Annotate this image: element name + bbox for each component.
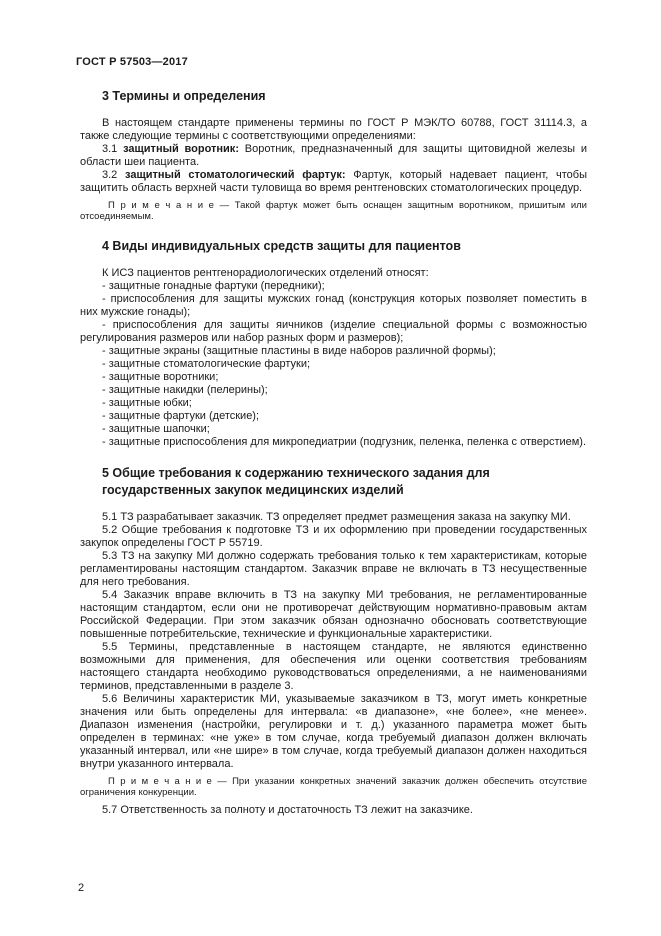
isz-intro: К ИСЗ пациентов рентгенорадиологических отделений относят:	[102, 267, 429, 279]
clause-5-7: 5.7 Ответственность за полноту и достаточность ТЗ лежит на заказчике.	[102, 804, 473, 816]
note-section-5: П р и м е ч а н и е — При указании конкретных значений заказчик должен обеспечить отсутствие ограничения конкуренции.	[80, 776, 587, 798]
clause-5-3: 5.3 ТЗ на закупку МИ должно содержать требования только к тем характеристикам, которые регламентированы настоящим стандартом. Заказчик вправе не включать в ТЗ несущественные для него требования.	[80, 550, 587, 588]
doc-number: ГОСТ Р 57503—2017	[76, 56, 188, 68]
terms-intro: В настоящем стандарте применены термины по ГОСТ Р МЭК/ТО 60788, ГОСТ 31114.3, а также следующие термины с соответствующими определениями:	[80, 117, 587, 142]
isz-item: - приспособления для защиты мужских гонад (конструкция которых позволяет поместить в них мужские гонады);	[80, 293, 587, 318]
isz-item: - защитные экраны (защитные пластины в виде наборов различной формы);	[102, 345, 496, 357]
isz-item: - защитные фартуки (детские);	[102, 410, 260, 422]
term-3-1	[80, 143, 587, 169]
isz-item: - защитные шапочки;	[102, 423, 210, 435]
clause-5-1: 5.1 ТЗ разрабатывает заказчик. ТЗ определяет предмет размещения заказа на закупку МИ.	[102, 511, 571, 523]
section-5-heading: 5 Общие требования к содержанию технического задания для государственных закупок медицинских изделий	[102, 466, 490, 497]
term-label: защитный стоматологический фартук:	[125, 169, 346, 181]
isz-item: - защитные приспособления для микропедиатрии (подгузник, пеленка, пеленка с отверстием).	[102, 436, 587, 448]
page-number: 2	[78, 882, 85, 894]
clause-5-2: 5.2 Общие требования к подготовке ТЗ и их оформлению при проведении государственных закупок определены ГОСТ Р 55719.	[80, 524, 587, 549]
clause-5-5: 5.5 Термины, представленные в настоящем стандарте, не являются единственно возможными для применения, для обеспечения или оценки соответствия требованиям настоящего стандарта необходимо руководствоваться определениями, а не наименованиями терминов, представленными в разделе 3.	[80, 641, 587, 692]
term-number: 3.2	[102, 169, 118, 181]
term-label: защитный воротник:	[123, 143, 239, 155]
clause-5-6: 5.6 Величины характеристик МИ, указываемые заказчиком в ТЗ, могут иметь конкретные значения или быть определены для интервала: «в диапазоне», «не более», «не менее». Диапазон изменения (настройки, регулировки и т. д.) указанного параметра может быть определен в терминах: «не уже» в том случае, когда требуемый диапазон должен включать указанный интервал, или «не шире» в том случае, когда требуемый диапазон должен находиться внутри указанного интервала.	[80, 693, 587, 770]
term-definition: Воротник, предназначенный для защиты щитовидной железы и области шеи пациента.	[80, 143, 587, 168]
note-section-3: П р и м е ч а н и е — Такой фартук может быть оснащен защитным воротником, пришитым или отсоединяемым.	[80, 200, 587, 222]
term-number: 3.1	[102, 143, 118, 155]
section-4-heading: 4 Виды индивидуальных средств защиты для пациентов	[102, 239, 461, 253]
isz-item: - приспособления для защиты яичников (изделие специальной формы с возможностью регулирования размеров или набор разных форм и размеров);	[80, 319, 587, 344]
isz-item: - защитные воротники;	[102, 371, 219, 383]
isz-item: - защитные юбки;	[102, 397, 192, 409]
clause-5-4: 5.4 Заказчик вправе включить в ТЗ на закупку МИ требования, не регламентированные настоящим стандартом, если они не противоречат действующим нормативно-правовым актам Российской Федерации. При этом заказчик обязан однозначно обосновать соответствующие повышенные потребительские, технические и функциональные характеристики.	[80, 589, 587, 640]
section-3-heading: 3 Термины и определения	[102, 89, 266, 103]
isz-item: - защитные накидки (пелерины);	[102, 384, 268, 396]
term-definition: Фартук, который надевает пациент, чтобы защитить область верхней части туловища во время рентгеновских стоматологических процедур.	[80, 169, 587, 194]
isz-item: - защитные стоматологические фартуки;	[102, 358, 311, 370]
isz-item: - защитные гонадные фартуки (передники);	[102, 280, 325, 292]
term-3-2	[80, 169, 587, 195]
